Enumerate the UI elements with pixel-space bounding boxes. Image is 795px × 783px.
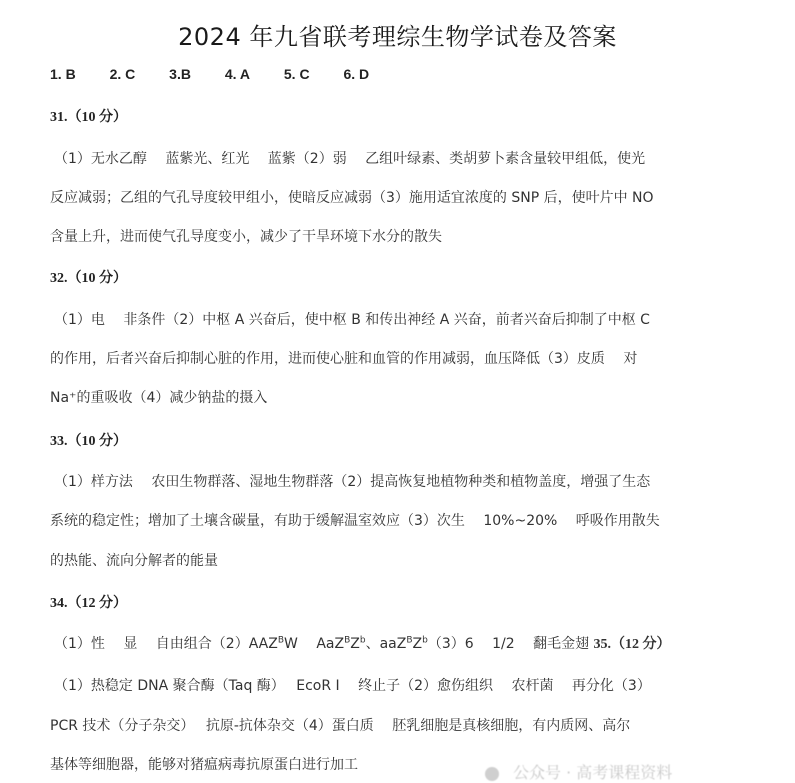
q31-line-2: 反应减弱；乙组的气孔导度较甲组小，使暗反应减弱（3）施用适宜浓度的 SNP 后，使叶片中 NO	[50, 190, 654, 206]
q34-sup: B	[277, 635, 285, 646]
q34-sup: B	[344, 635, 351, 646]
multiple-choice-answers	[50, 66, 399, 82]
q34-text-a: （1）性 显 自由组合（2）AAZ	[54, 636, 278, 652]
q34-text-d: 、aaZ	[365, 636, 407, 652]
q34-header: 34.（12 分）	[50, 596, 127, 611]
q34-sup: b	[422, 635, 428, 646]
q31-line-1: （1）无水乙醇 蓝紫光、红光 蓝紫（2）弱 乙组叶绿素、类胡萝卜素含量较甲组低，使光	[54, 151, 646, 167]
mc-answer-2: 2. C	[109, 66, 136, 82]
q31-line-3: 含量上升，进而使气孔导度变小，减少了干旱环境下水分的散失	[50, 229, 442, 245]
wechat-account-icon	[485, 767, 499, 781]
q32-line-3: Na⁺的重吸收（4）减少钠盐的摄入	[50, 390, 268, 406]
q33-line-2: 系统的稳定性；增加了土壤含碳量，有助于缓解温室效应（3）次生 10%~20% 呼吸作用散失	[50, 513, 660, 529]
q33-line-1: （1）样方法 农田生物群落、湿地生物群落（2）提高恢复地植物种类和植物盖度，增强了生态	[54, 474, 651, 490]
watermark-text: 公众号 · 高考课程资料	[513, 763, 673, 782]
q32-header: 32.（10 分）	[50, 271, 127, 286]
q34-text-c: Z	[350, 636, 360, 652]
mc-answer-4: 4. A	[224, 66, 250, 82]
q35-line-3: 基体等细胞器，能够对猪瘟病毒抗原蛋白进行加工	[50, 757, 358, 773]
page-title: 2024 年九省联考理综生物学试卷及答案	[178, 23, 617, 51]
q34-line-1	[54, 633, 671, 653]
q35-header: 35.（12 分）	[593, 637, 671, 652]
q32-line-1: （1）电 非条件（2）中枢 A 兴奋后，使中枢 B 和传出神经 A 兴奋，前者兴奋后抑制了中枢 C	[54, 312, 650, 328]
q34-text-f: （3）6 1/2 翻毛金翅	[427, 636, 594, 652]
mc-answer-1: 1. B	[50, 66, 76, 82]
q34-sup: B	[406, 635, 413, 646]
q35-line-2: PCR 技术（分子杂交） 抗原-抗体杂交（4）蛋白质 胚乳细胞是真核细胞，有内质网、高尔	[50, 718, 631, 734]
mc-answer-3: 3.B	[169, 66, 191, 82]
mc-answer-5: 5. C	[283, 66, 310, 82]
q31-header: 31.（10 分）	[50, 110, 127, 125]
mc-answer-6: 6. D	[343, 66, 370, 82]
watermark	[485, 760, 672, 783]
q34-sup: b	[359, 635, 366, 646]
q32-line-2: 的作用，后者兴奋后抑制心脏的作用，进而使心脏和血管的作用减弱，血压降低（3）皮质 对	[50, 351, 638, 367]
q34-text-e: Z	[412, 636, 423, 652]
q33-header: 33.（10 分）	[50, 434, 127, 449]
q34-text-b: W AaZ	[284, 636, 345, 652]
q33-line-3: 的热能、流向分解者的能量	[50, 553, 218, 569]
q35-line-1: （1）热稳定 DNA 聚合酶（Taq 酶） EcoR I 终止子（2）愈伤组织 农杆菌 再分化（3）	[54, 678, 651, 694]
